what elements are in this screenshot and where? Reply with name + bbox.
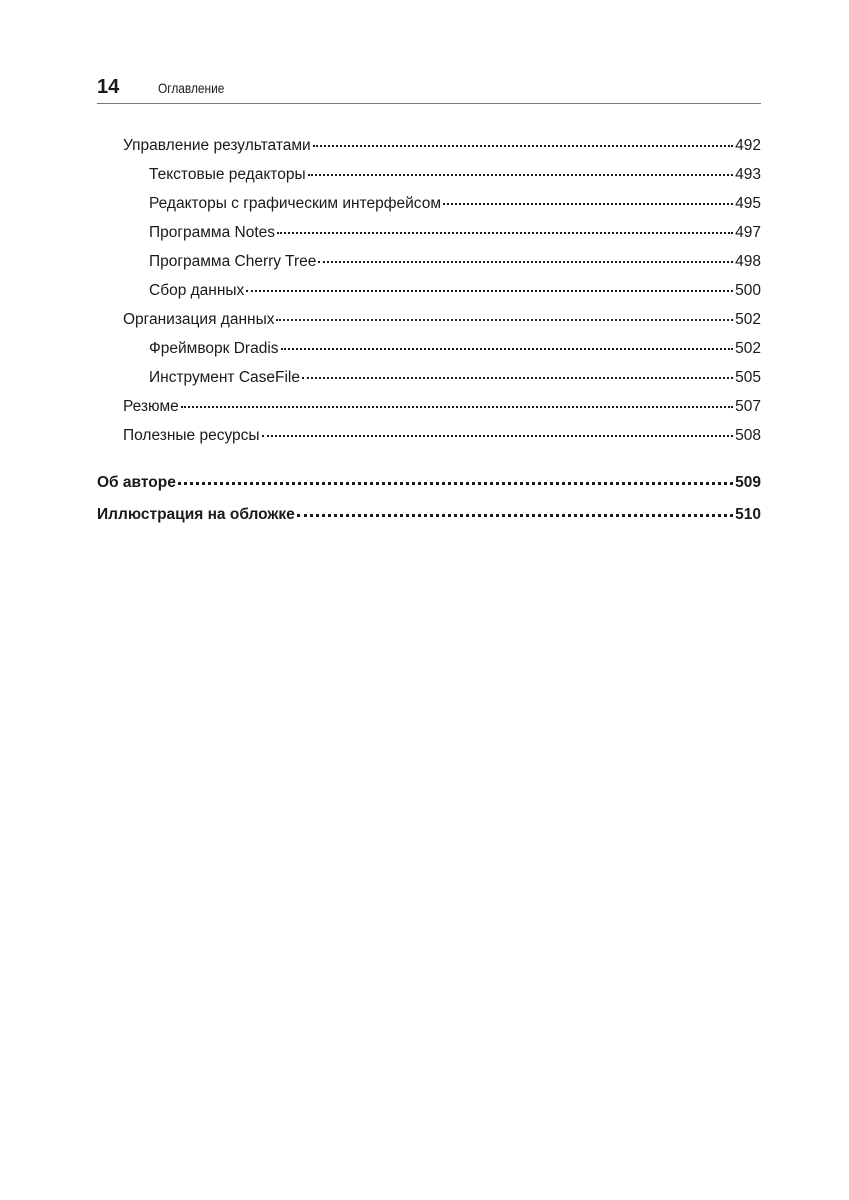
toc-entry[interactable] [97, 471, 761, 503]
toc-entry-title: Программа Cherry Tree [149, 252, 317, 270]
toc-dot-leader [318, 250, 733, 266]
toc-entry-page: 509 [735, 473, 761, 491]
toc-dot-leader [302, 366, 733, 382]
toc-entry-title: Организация данных [123, 310, 275, 328]
toc-entry-title: Сбор данных [149, 281, 245, 299]
toc-entry-page: 497 [735, 223, 761, 241]
toc-dot-leader [262, 424, 734, 440]
toc-entry-page: 502 [735, 310, 761, 328]
page-number: 14 [97, 76, 120, 98]
toc-dot-leader [246, 279, 733, 295]
toc-entry-title: Управление результатами [123, 136, 311, 154]
toc-entry[interactable] [97, 192, 761, 221]
toc-entry[interactable] [97, 221, 761, 250]
toc-entry-page: 500 [735, 281, 761, 299]
toc-entry-title: Полезные ресурсы [123, 426, 260, 444]
toc-entry[interactable] [97, 395, 761, 424]
toc-entry[interactable] [97, 250, 761, 279]
toc-entry[interactable] [97, 366, 761, 395]
toc-dot-leader [276, 308, 733, 324]
toc-entry-title: Программа Notes [149, 223, 276, 241]
toc-entry-title: Текстовые редакторы [149, 165, 306, 183]
toc-dot-leader [281, 337, 734, 353]
toc-entry-title: Об авторе [97, 473, 176, 491]
toc-entry-title: Редакторы с графическим интерфейсом [149, 194, 441, 212]
toc-entry[interactable] [97, 337, 761, 366]
toc-entry-page: 510 [735, 505, 761, 523]
toc-dot-leader [178, 471, 733, 487]
toc-entry-title: Фреймворк Dradis [149, 339, 279, 357]
toc-entry-page: 507 [735, 397, 761, 415]
toc-entry-page: 492 [735, 136, 761, 154]
toc-dot-leader [313, 134, 733, 150]
toc-entry-page: 505 [735, 368, 761, 386]
toc-entry-title: Инструмент CaseFile [149, 368, 300, 386]
toc-entry[interactable] [97, 308, 761, 337]
toc-entry-title: Иллюстрация на обложке [97, 505, 295, 523]
toc-dot-leader [181, 395, 733, 411]
toc-dot-leader [297, 503, 733, 519]
toc-entry[interactable] [97, 503, 761, 535]
running-head: Оглавление [158, 80, 225, 96]
toc-entry[interactable] [97, 163, 761, 192]
page-header [97, 74, 761, 104]
toc-dot-leader [308, 163, 734, 179]
toc-entry[interactable] [97, 279, 761, 308]
toc-entry-page: 495 [735, 194, 761, 212]
toc-entry[interactable] [97, 134, 761, 163]
toc-entry-title: Резюме [123, 397, 179, 415]
toc-entry-page: 508 [735, 426, 761, 444]
toc-entry-page: 502 [735, 339, 761, 357]
toc-dot-leader [277, 221, 733, 237]
table-of-contents [97, 134, 761, 535]
toc-entry-page: 493 [735, 165, 761, 183]
toc-entry[interactable] [97, 424, 761, 453]
toc-dot-leader [443, 192, 733, 208]
toc-entry-page: 498 [735, 252, 761, 270]
